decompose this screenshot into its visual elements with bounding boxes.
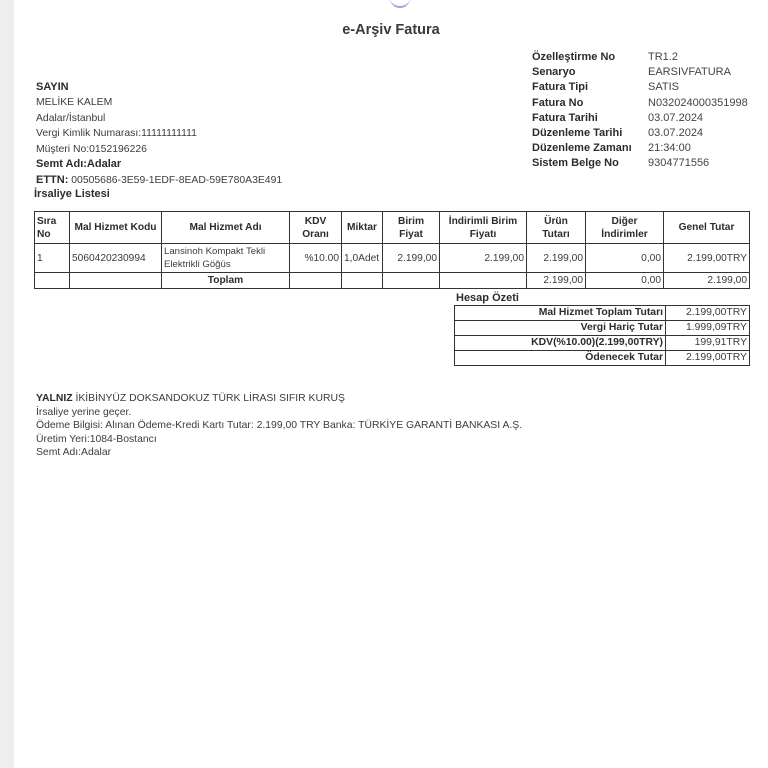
cell-product-total: 2.199,00: [527, 244, 586, 273]
column-header: Mal Hizmet Adı: [162, 212, 290, 244]
meta-label: Sistem Belge No: [532, 157, 619, 170]
summary-label: KDV(%10.00)(2.199,00TRY): [455, 336, 666, 351]
table-row: [35, 244, 750, 273]
items-table: [34, 211, 750, 289]
meta-row: [532, 126, 748, 141]
meta-value: 9304771556: [648, 157, 710, 170]
meta-row: [532, 50, 748, 65]
column-header: Birim Fiyat: [383, 212, 440, 244]
meta-value: 03.07.2024: [648, 111, 704, 124]
empty-cell: [70, 273, 162, 289]
column-header: Diğer İndirimler: [586, 212, 664, 244]
total-general: 2.199,00: [664, 273, 750, 289]
summary-row: [455, 321, 750, 336]
summary-label: Mal Hizmet Toplam Tutarı: [455, 306, 666, 321]
meta-value: EARSIVFATURA: [648, 66, 731, 79]
customer-number: Müşteri No:0152196226: [36, 143, 147, 155]
cell-unit-price: 2.199,00: [383, 244, 440, 273]
ettn-line: [36, 173, 282, 188]
cell-code: 5060420230994: [70, 244, 162, 273]
meta-row: [532, 96, 748, 111]
summary-value: 2.199,00TRY: [666, 306, 750, 321]
meta-label: Senaryo: [532, 66, 576, 79]
summary-title: Hesap Özeti: [456, 292, 519, 304]
table-header-row: [35, 212, 750, 244]
yalniz-label: YALNIZ: [36, 393, 73, 404]
meta-value: 03.07.2024: [648, 127, 704, 140]
customer-district: Semt Adı:Adalar: [36, 158, 122, 171]
summary-row: [455, 306, 750, 321]
column-header: Ürün Tutarı: [527, 212, 586, 244]
summary-value: 199,91TRY: [666, 336, 750, 351]
meta-label: Fatura Tarihi: [532, 111, 598, 124]
empty-cell: [440, 273, 527, 289]
meta-label: Düzenleme Tarihi: [532, 127, 623, 140]
cell-qty: 1,0Adet: [342, 244, 383, 273]
meta-value: SATIS: [648, 81, 679, 94]
total-row: [35, 273, 750, 289]
meta-label: Düzenleme Zamanı: [532, 142, 632, 155]
cell-kdv: %10.00: [290, 244, 342, 273]
meta-row: [532, 65, 748, 80]
summary-row: [455, 336, 750, 351]
meta-row: [532, 111, 748, 126]
meta-label: Fatura No: [532, 96, 584, 109]
column-header: KDV Oranı: [290, 212, 342, 244]
total-product: 2.199,00: [527, 273, 586, 289]
column-header: İndirimli Birim Fiyatı: [440, 212, 527, 244]
meta-value: N032024000351998: [648, 96, 748, 109]
summary-label: Ödenecek Tutar: [455, 351, 666, 366]
invoice-meta: [532, 50, 748, 172]
cell-other-discounts: 0,00: [586, 244, 664, 273]
yalniz-text: İKİBİNYÜZ DOKSANDOKUZ TÜRK LİRASI SIFIR KURUŞ: [75, 393, 345, 404]
meta-row: [532, 141, 748, 156]
customer-address: Adalar/İstanbul: [36, 112, 106, 124]
meta-row: [532, 80, 748, 95]
empty-cell: [342, 273, 383, 289]
meta-label: Özelleştirme No: [532, 51, 616, 63]
meta-value: TR1.2: [648, 51, 678, 63]
column-header: Sıra No: [35, 212, 70, 244]
summary-label: Vergi Hariç Tutar: [455, 321, 666, 336]
column-header: Genel Tutar: [664, 212, 750, 244]
summary-value: 2.199,00TRY: [666, 351, 750, 366]
meta-value: 21:34:00: [648, 142, 691, 155]
customer-name: MELİKE KALEM: [36, 97, 113, 109]
cell-discounted-price: 2.199,00: [440, 244, 527, 273]
invoice-title: e-Arşiv Fatura: [342, 22, 440, 38]
column-header: Mal Hizmet Kodu: [70, 212, 162, 244]
notes-block: [36, 392, 522, 460]
empty-cell: [35, 273, 70, 289]
empty-cell: [383, 273, 440, 289]
customer-block: [36, 80, 197, 172]
cell-general-total: 2.199,00TRY: [664, 244, 750, 273]
summary-table: [454, 305, 750, 366]
meta-row: [532, 156, 748, 171]
customer-tax-id: Vergi Kimlik Numarası:11111111111: [36, 128, 197, 140]
ettn-label: ETTN:: [36, 174, 69, 186]
amount-in-words: [36, 392, 522, 406]
column-header: Miktar: [342, 212, 383, 244]
customer-greeting: SAYIN: [36, 81, 69, 93]
meta-label: Fatura Tipi: [532, 81, 589, 94]
irsaliye-label: İrsaliye Listesi: [34, 188, 110, 200]
total-label: Toplam: [162, 273, 290, 289]
note-line: İrsaliye yerine geçer.: [36, 406, 132, 418]
total-other-discounts: 0,00: [586, 273, 664, 289]
cell-no: 1: [35, 244, 70, 273]
summary-row: [455, 351, 750, 366]
note-line: Üretim Yeri:1084-Bostancı: [36, 433, 157, 445]
cell-name: Lansinoh Kompakt Tekli Elektrikli Göğüs: [162, 244, 290, 273]
note-line: Ödeme Bilgisi: Alınan Ödeme-Kredi Kartı Tutar: 2.199,00 TRY Banka: TÜRKİYE GARANTİ BANKASI A.Ş.: [36, 420, 523, 431]
summary-value: 1.999,09TRY: [666, 321, 750, 336]
empty-cell: [290, 273, 342, 289]
note-line: Semt Adı:Adalar: [36, 447, 112, 458]
ettn-value: 00505686-3E59-1EDF-8EAD-59E780A3E491: [71, 175, 283, 186]
